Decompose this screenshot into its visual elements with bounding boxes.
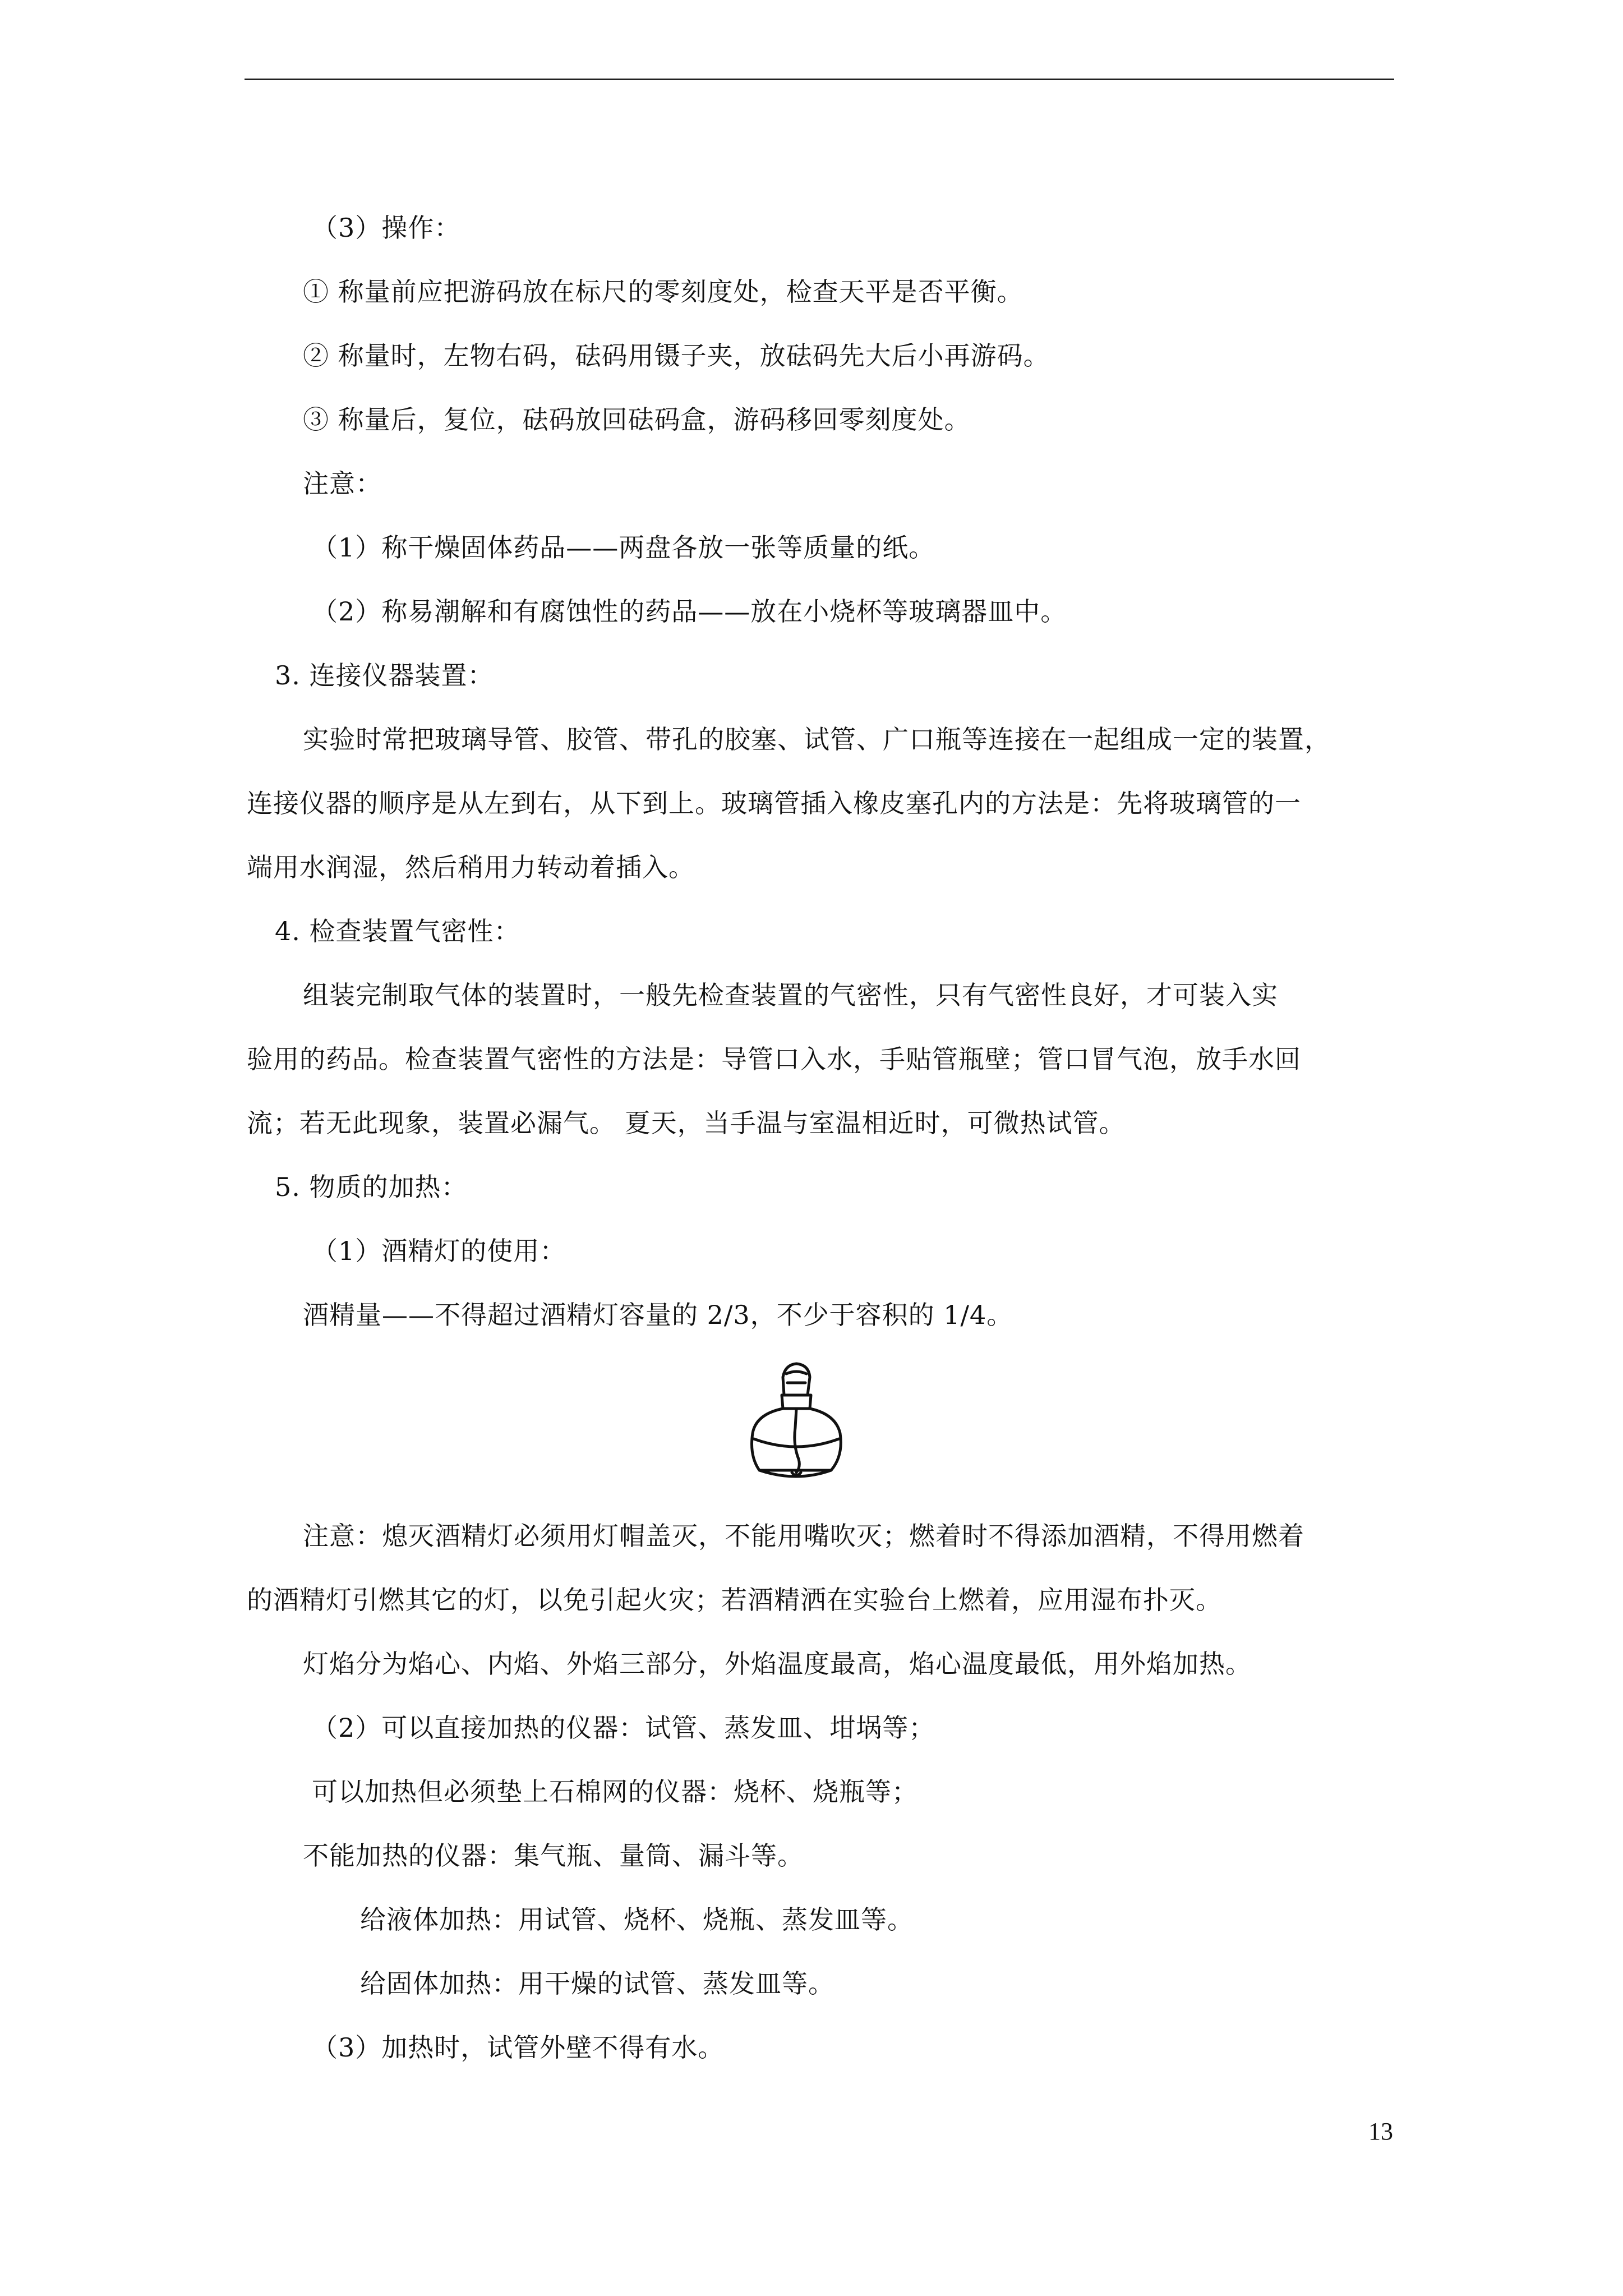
section-3-text-line-1: 实验时常把玻璃导管、胶管、带孔的胶塞、试管、广口瓶等连接在一起组成一定的装置， — [303, 724, 1331, 754]
extinguish-note-line-2: 的酒精灯引燃其它的灯，以免引起火灾；若酒精洒在实验台上燃着，应用湿布扑灭。 — [247, 1585, 1222, 1615]
operation-heading: （3）操作： — [312, 213, 461, 243]
operation-step-1: ① 称量前应把游码放在标尺的零刻度处，检查天平是否平衡。 — [303, 277, 1023, 307]
note-item-1: （1）称干燥固体药品——两盘各放一张等质量的纸。 — [312, 532, 935, 563]
solid-heating-text: 给固体加热：用干燥的试管、蒸发皿等。 — [360, 1968, 834, 1999]
asbestos-net-instruments: 可以加热但必须垫上石棉网的仪器：烧杯、烧瓶等； — [312, 1777, 918, 1807]
note-item-2: （2）称易潮解和有腐蚀性的药品——放在小烧杯等玻璃器皿中。 — [312, 596, 1067, 627]
alcohol-lamp-heading: （1）酒精灯的使用： — [312, 1236, 566, 1266]
section-3-text-line-2: 连接仪器的顺序是从左到右，从下到上。玻璃管插入橡皮塞孔内的方法是：先将玻璃管的一 — [247, 788, 1301, 818]
flame-parts-text: 灯焰分为焰心、内焰、外焰三部分，外焰温度最高，焰心温度最低，用外焰加热。 — [303, 1649, 1252, 1679]
section-4-text-line-1: 组装完制取气体的装置时，一般先检查装置的气密性，只有气密性良好，才可装入实 — [303, 980, 1278, 1010]
section-4-text-line-3: 流；若无此现象，装置必漏气。 夏天，当手温与室温相近时，可微热试管。 — [247, 1108, 1126, 1138]
non-heatable-instruments: 不能加热的仪器：集气瓶、量筒、漏斗等。 — [303, 1841, 804, 1871]
operation-step-3: ③ 称量后，复位，砝码放回砝码盒，游码移回零刻度处。 — [303, 404, 971, 435]
alcohol-amount-text: 酒精量——不得超过酒精灯容量的 2/3，不少于容积的 1/4。 — [303, 1300, 1013, 1330]
section-4-heading: 4. 检查装置气密性： — [275, 916, 520, 946]
section-4-text-line-2: 验用的药品。检查装置气密性的方法是：导管口入水，手贴管瓶壁；管口冒气泡，放手水回 — [247, 1044, 1301, 1074]
heating-note-3: （3）加热时，试管外壁不得有水。 — [312, 2032, 725, 2063]
section-3-text-line-3: 端用水润湿，然后稍用力转动着插入。 — [247, 852, 695, 882]
page-number: 13 — [1368, 2118, 1393, 2145]
alcohol-lamp-figure — [745, 1360, 846, 1486]
operation-step-2: ② 称量时，左物右码，砝码用镊子夹，放砝码先大后小再游码。 — [303, 341, 1050, 371]
section-5-heading: 5. 物质的加热： — [275, 1172, 468, 1202]
note-heading: 注意： — [303, 468, 382, 499]
extinguish-note-line-1: 注意：熄灭酒精灯必须用灯帽盖灭，不能用嘴吹灭；燃着时不得添加酒精，不得用燃着 — [303, 1521, 1304, 1551]
liquid-heating-text: 给液体加热：用试管、烧杯、烧瓶、蒸发皿等。 — [360, 1904, 914, 1935]
section-3-heading: 3. 连接仪器装置： — [275, 660, 494, 691]
direct-heat-instruments: （2）可以直接加热的仪器：试管、蒸发皿、坩埚等； — [312, 1713, 935, 1743]
header-rule — [245, 79, 1394, 80]
